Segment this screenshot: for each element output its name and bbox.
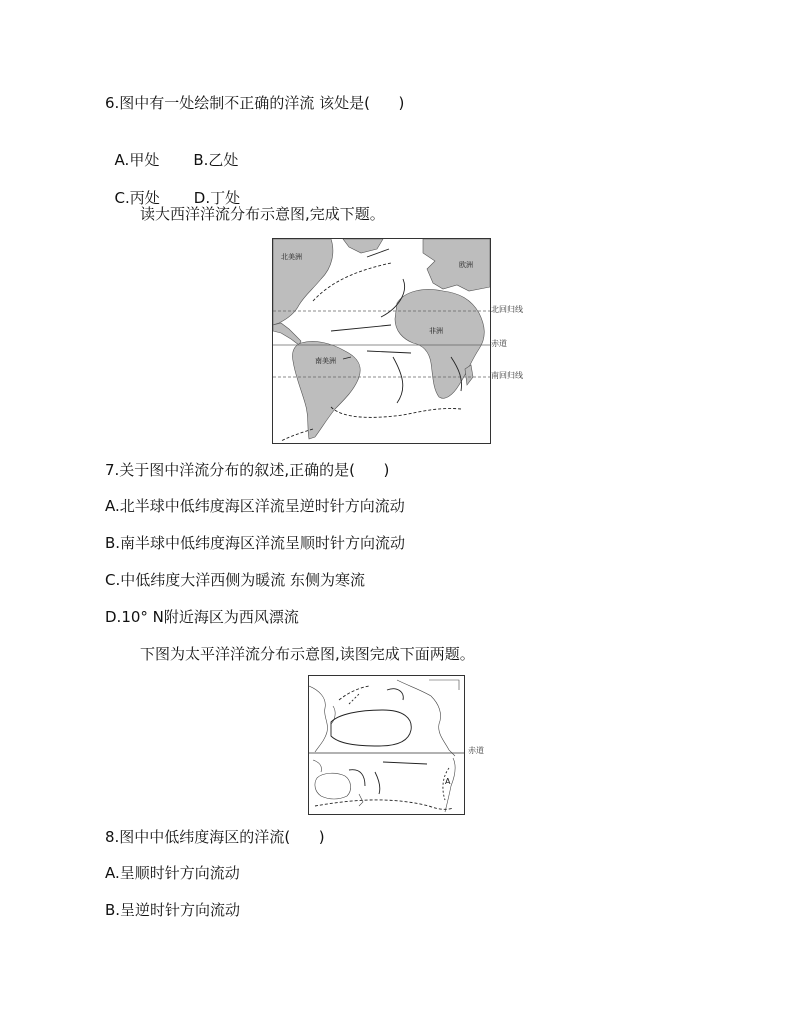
q7-option-c: C.中低纬度大洋西侧为暖流 东侧为寒流 [105, 571, 366, 589]
q6-options-row2 [105, 168, 240, 208]
atlantic-map-svg [273, 239, 490, 443]
label-tropic-capricorn: 南回归线 [491, 371, 523, 380]
q6-options-row1 [105, 130, 238, 170]
q6-stem: 6.图中有一处绘制不正确的洋流 该处是( ) [105, 94, 405, 112]
q7-option-b: B.南半球中低纬度海区洋流呈顺时针方向流动 [105, 534, 406, 552]
europe-shape [423, 239, 490, 291]
q8-option-b: B.呈逆时针方向流动 [105, 901, 241, 919]
label-north-america: 北美洲 [281, 253, 302, 261]
pacific-current-map [308, 675, 465, 815]
label-equator-pacific: 赤道 [468, 746, 484, 755]
label-africa: 非洲 [429, 327, 443, 335]
q6-option-c: C.丙处 [114, 189, 160, 207]
label-europe: 欧洲 [459, 261, 473, 269]
q7-option-d: D.10° N附近海区为西风漂流 [105, 608, 299, 626]
label-equator-atlantic: 赤道 [491, 339, 507, 348]
pacific-intro: 下图为太平洋洋流分布示意图,读图完成下面两题。 [140, 645, 475, 663]
pacific-map-svg [309, 676, 464, 814]
atlantic-intro: 读大西洋洋流分布示意图,完成下题。 [140, 205, 385, 223]
label-current-a: A [445, 777, 451, 786]
q6-option-d: D.丁处 [193, 189, 241, 207]
label-tropic-cancer: 北回归线 [491, 305, 523, 314]
q7-option-a: A.北半球中低纬度海区洋流呈逆时针方向流动 [105, 497, 405, 515]
label-south-america: 南美洲 [315, 357, 336, 365]
q7-stem: 7.关于图中洋流分布的叙述,正确的是( ) [105, 461, 390, 479]
q6-option-a: A.甲处 [114, 151, 160, 169]
q6-option-b: B.乙处 [193, 151, 239, 169]
q8-stem: 8.图中中低纬度海区的洋流( ) [105, 828, 325, 846]
q8-option-a: A.呈顺时针方向流动 [105, 864, 240, 882]
atlantic-current-map [272, 238, 491, 444]
